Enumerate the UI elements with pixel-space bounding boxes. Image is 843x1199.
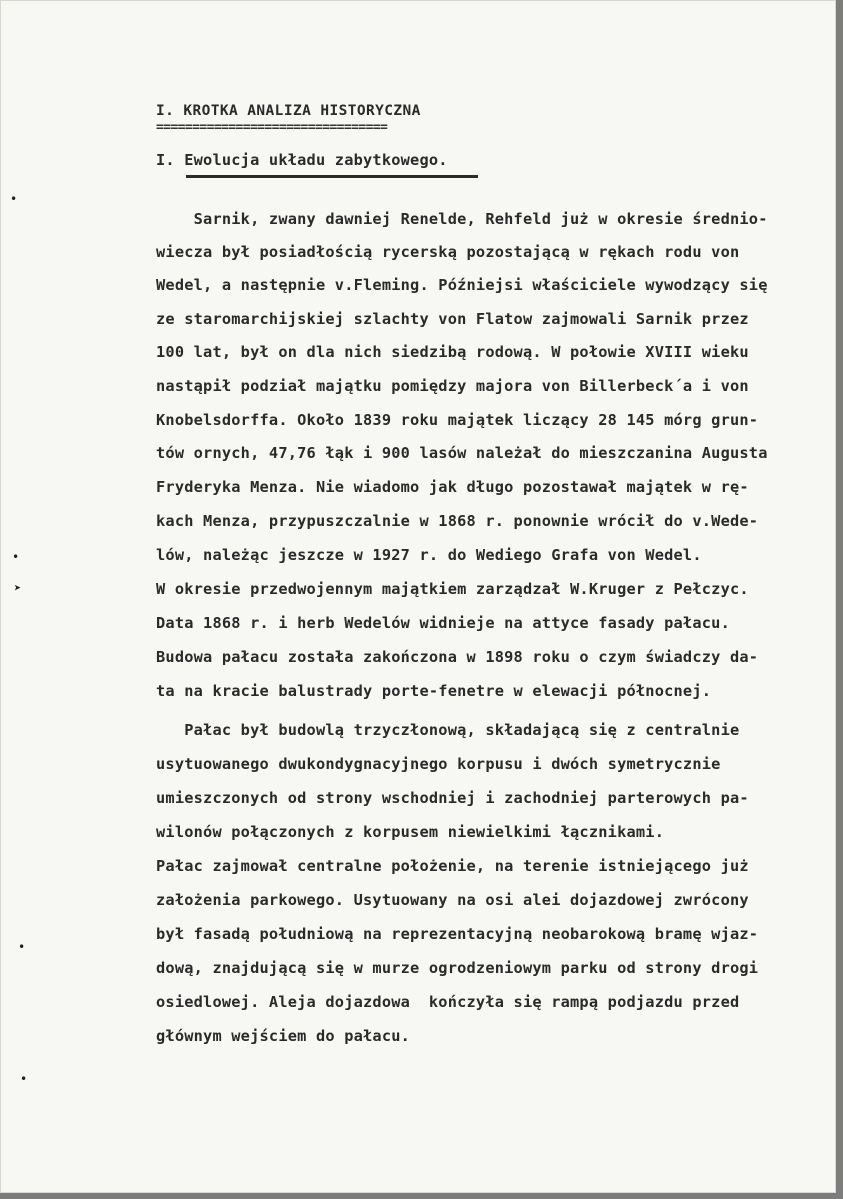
text-line: usytuowanego dwukondygnacyjnego korpusu i dwóch symetrycznie: [156, 755, 721, 773]
text-line: wilonów połączonych z korpusem niewielkimi łącznikami.: [156, 823, 665, 841]
text-line: kach Menza, przypuszczalnie w 1868 r. ponownie wrócił do v.Wede-: [156, 512, 759, 530]
text-line: dową, znajdującą się w murze ogrodzeniowym parku od strony drogi: [156, 959, 759, 977]
text-line: głównym wejściem do pałacu.: [156, 1027, 411, 1045]
text-line: lów, należąc jeszcze w 1927 r. do Wediego Grafa von Wedel.: [156, 546, 702, 564]
text-line: był fasadą południową na reprezentacyjną neobarokową bramę wjaz-: [156, 925, 759, 943]
text-line: założenia parkowego. Usytuowany na osi alei dojazdowej zwrócony: [156, 891, 749, 909]
text-line: umieszczonych od strony wschodniej i zachodniej parterowych pa-: [156, 789, 749, 807]
margin-dot: •: [20, 1072, 28, 1086]
heading-underline: ================================: [156, 120, 388, 135]
text-line: Sarnik, zwany dawniej Renelde, Rehfeld już w okresie średnio-: [156, 210, 768, 228]
subheading-underline: [186, 175, 478, 178]
text-line: ze staromarchijskiej szlachty von Flatow zajmowali Sarnik przez: [156, 310, 749, 328]
text-line: ta na kracie balustrady porte-fenetre w elewacji północnej.: [156, 682, 712, 700]
margin-dot: •: [18, 940, 26, 954]
margin-arrow-mark: ➤: [14, 581, 22, 595]
text-line: W okresie przedwojennym majątkiem zarządzał W.Kruger z Pełczyc.: [156, 580, 749, 598]
text-line: Pałac był budowlą trzyczłonową, składającą się z centralnie: [156, 721, 740, 739]
text-line: Wedel, a następnie v.Fleming. Późniejsi właściciele wywodzący się: [156, 276, 768, 294]
margin-dot: •: [12, 550, 20, 564]
margin-dot: •: [10, 192, 18, 206]
text-line: Budowa pałacu została zakończona w 1898 roku o czym świadczy da-: [156, 648, 759, 666]
text-line: Fryderyka Menza. Nie wiadomo jak długo pozostawał majątek w rę-: [156, 478, 749, 496]
document-subheading: I. Ewolucja układu zabytkowego.: [156, 151, 448, 169]
document-heading: I. KROTKA ANALIZA HISTORYCZNA: [156, 103, 421, 119]
text-line: tów ornych, 47,76 łąk i 900 lasów należał do mieszczanina Augusta: [156, 444, 768, 462]
text-line: Data 1868 r. i herb Wedelów widnieje na attyce fasady pałacu.: [156, 614, 730, 632]
text-line: osiedlowej. Aleja dojazdowa kończyła się rampą podjazdu przed: [156, 993, 740, 1011]
text-line: Pałac zajmował centralne położenie, na terenie istniejącego już: [156, 857, 749, 875]
text-line: nastąpił podział majątku pomiędzy majora von Billerbeck´a i von: [156, 377, 749, 395]
text-line: 100 lat, był on dla nich siedzibą rodową. W połowie XVIII wieku: [156, 343, 749, 361]
text-line: wiecza był posiadłością rycerską pozostającą w rękach rodu von: [156, 243, 740, 261]
text-line: Knobelsdorffa. Około 1839 roku majątek liczący 28 145 mórg grun-: [156, 411, 759, 429]
